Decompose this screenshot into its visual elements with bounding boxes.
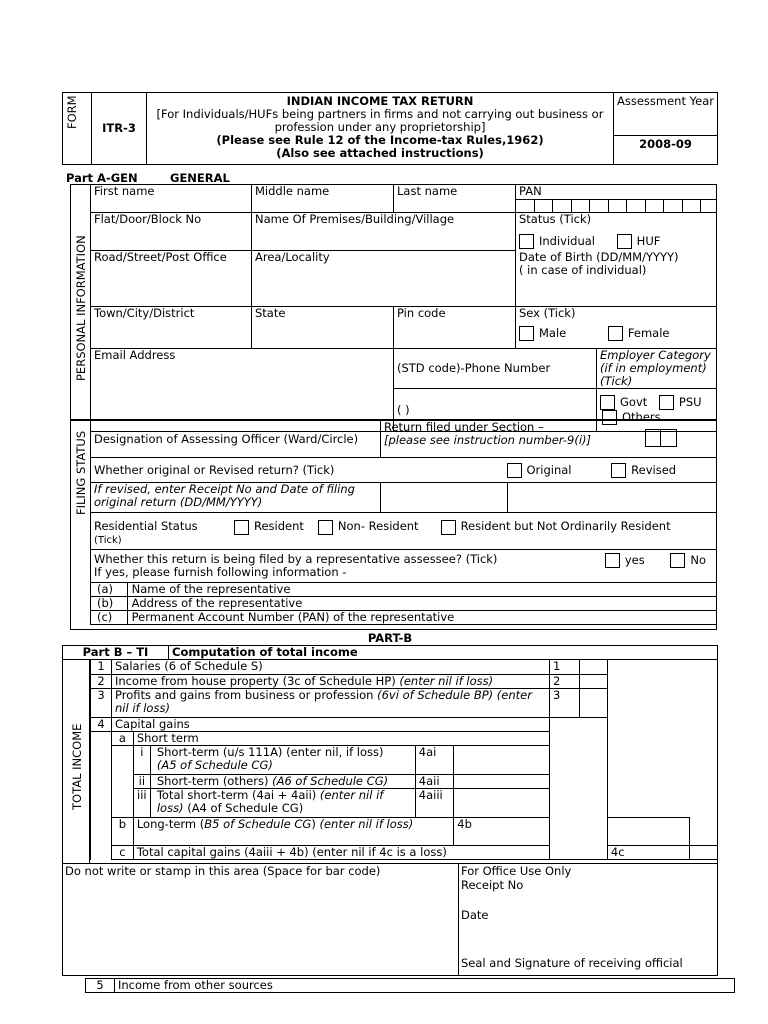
email-field[interactable]: Email Address: [91, 349, 394, 432]
return-section-note: [please see instruction number-9(i)]: [384, 433, 592, 447]
form-label: FORM: [65, 95, 79, 129]
business-profits-label: Profits and gains from business or profession (6vi of Schedule BP) (enter nil if loss): [112, 689, 550, 718]
short-term-indent: [112, 746, 134, 818]
status-cell: [516, 213, 717, 251]
representative-question: Whether this return is being filed by a representative assessee? (Tick): [94, 552, 498, 566]
short-term-others-label: ii Short-term (others) (A6 of Schedule CG): [133, 775, 415, 789]
house-property-label: Income from house property (3c of Schedule HP) (enter nil if loss): [112, 675, 550, 689]
govt-checkbox[interactable]: [600, 395, 615, 410]
filing-status-table: [90, 420, 717, 625]
female-checkbox[interactable]: [608, 326, 623, 341]
short-term-others-amount[interactable]: [454, 775, 550, 789]
rep-row-key: (a): [91, 583, 128, 596]
non-resident-checkbox[interactable]: [318, 520, 333, 535]
part-agen-label: Part A-GEN: [66, 171, 138, 185]
representative-question-cell: [91, 550, 717, 583]
rep-row-key: (b): [91, 597, 128, 610]
last-name-field[interactable]: Last name: [394, 185, 516, 213]
filing-status-label: FILING STATUS: [74, 430, 88, 515]
total-capital-gains-amount[interactable]: [690, 846, 718, 860]
form-note-rule: (Please see Rule 12 of the Income-tax Rules,1962): [216, 133, 544, 147]
flat-field[interactable]: Flat/Door/Block No: [91, 213, 252, 251]
resident-checkbox[interactable]: [234, 520, 249, 535]
return-section-cell: [381, 421, 635, 458]
row-ref: 4b: [454, 818, 550, 846]
row-num: 1: [91, 660, 112, 675]
road-field[interactable]: Road/Street/Post Office: [91, 251, 252, 307]
income-table: [90, 659, 718, 860]
part-b-ti-label: Part B – TI: [63, 646, 169, 660]
capital-gains-indent: [91, 732, 112, 860]
premises-field[interactable]: Name Of Premises/Building/Village: [252, 213, 516, 251]
form-label-cell: [63, 93, 92, 165]
pan-boxes: [516, 200, 716, 212]
other-sources-label[interactable]: Income from other sources: [115, 979, 735, 993]
sex-cell: [516, 307, 717, 349]
revised-date-field[interactable]: [508, 483, 717, 513]
office-use-block: [461, 864, 683, 970]
header-title-cell: [147, 93, 614, 165]
phone-field[interactable]: ( ): [394, 389, 597, 431]
short-term-111a-label: i Short-term (u/s 111A) (enter nil, if loss) (A5 of Schedule CG): [133, 746, 415, 775]
pan-label: PAN: [516, 185, 716, 200]
row-ref: 4c: [607, 846, 689, 860]
residential-tick-note: (Tick): [94, 534, 122, 546]
house-property-amount[interactable]: [580, 675, 608, 689]
original-label: Original: [526, 462, 572, 477]
total-short-term-label: iii Total short-term (4ai + 4aii) (enter nil if loss) (A4 of Schedule CG): [133, 789, 415, 818]
psu-checkbox[interactable]: [659, 395, 674, 410]
return-section-label: Return filed under Section –: [384, 420, 544, 434]
part-b-header-table: [62, 645, 718, 660]
receipt-no-label: Receipt No: [461, 878, 524, 892]
form-title: INDIAN INCOME TAX RETURN: [286, 94, 474, 108]
form-subtitle: [For Individuals/HUFs being partners in firms and not carrying out business or profession under any proprietorship]: [156, 107, 604, 134]
capital-gains-blank: [550, 718, 608, 860]
return-section-input[interactable]: [634, 421, 717, 458]
revised-label: Revised: [631, 462, 677, 477]
personal-info-label: PERSONAL INFORMATION: [74, 235, 88, 381]
rep-row-key: (c): [91, 611, 128, 624]
part-agen-section: GENERAL: [170, 171, 230, 185]
huf-label: HUF: [636, 234, 661, 248]
rnor-checkbox[interactable]: [441, 520, 456, 535]
residential-status-label: Residential Status: [94, 518, 198, 533]
business-profits-amount[interactable]: [580, 689, 608, 718]
row-ref: 4aiii: [415, 789, 453, 818]
row-ref: 3: [550, 689, 580, 718]
salaries-amount[interactable]: [580, 660, 608, 675]
individual-checkbox[interactable]: [519, 234, 534, 249]
designation-field[interactable]: [91, 421, 381, 458]
total-income-side: [62, 660, 90, 864]
assessment-year-value: 2008-09: [639, 137, 692, 151]
dob-label: Date of Birth (DD/MM/YYYY): [519, 249, 679, 264]
short-term-label: Short term: [133, 732, 549, 746]
row-num: 3: [91, 689, 112, 718]
header-table: [62, 92, 718, 165]
female-label: Female: [627, 326, 670, 340]
rep-yes-checkbox[interactable]: [605, 553, 620, 568]
form-note-instructions: (Also see attached instructions): [276, 146, 484, 160]
rep-yes-label: yes: [624, 553, 645, 567]
row-num: a: [112, 732, 134, 746]
pan-field[interactable]: [516, 185, 717, 213]
office-use-title: For Office Use Only: [461, 864, 572, 878]
form-code: ITR-3: [92, 93, 147, 165]
govt-label: Govt: [620, 395, 648, 409]
rep-no-label: No: [690, 553, 706, 567]
capital-gains-label: Capital gains: [112, 718, 550, 732]
others-label: Others: [622, 410, 661, 424]
dob-note: ( in case of individual): [519, 262, 647, 277]
office-use-area: [62, 863, 718, 976]
part-b-ti-title: Computation of total income: [169, 646, 719, 660]
male-checkbox[interactable]: [519, 326, 534, 341]
status-label: Status (Tick): [519, 212, 592, 226]
row-num: 5: [86, 979, 115, 993]
assessment-year-cell: [614, 93, 718, 165]
row-num: c: [112, 846, 134, 860]
rep-row-label: Name of the representative: [131, 582, 291, 596]
town-field[interactable]: Town/City/District: [91, 307, 252, 349]
long-term-amount[interactable]: [607, 818, 689, 846]
employer-category-label: Employer Category (if in employment) (Tick): [600, 348, 711, 388]
total-income-label: TOTAL INCOME: [70, 723, 84, 810]
huf-checkbox[interactable]: [617, 234, 632, 249]
dob-field[interactable]: [516, 251, 717, 307]
original-checkbox[interactable]: [507, 463, 522, 478]
revised-checkbox[interactable]: [611, 463, 626, 478]
phone-label: (STD code)-Phone Number: [394, 349, 597, 388]
revised-receipt-label: If revised, enter Receipt No and Date of filing original return (DD/MM/YYYY): [91, 483, 381, 513]
rep-row-a[interactable]: [91, 583, 717, 597]
revised-receipt-field[interactable]: [381, 483, 508, 513]
original-revised-question: Whether original or Revised return? (Tick): [91, 458, 508, 483]
office-seal-label: Seal and Signature of receiving official: [461, 956, 683, 970]
individual-label: Individual: [539, 234, 596, 248]
part-b-heading: PART-B: [367, 631, 413, 645]
office-date-label: Date: [461, 908, 489, 922]
barcode-area: Do not write or stamp in this area (Space for bar code): [63, 864, 459, 975]
row-num: 2: [91, 675, 112, 689]
rep-no-checkbox[interactable]: [670, 553, 685, 568]
row-ref: 2: [550, 675, 580, 689]
male-label: Male: [539, 326, 567, 340]
rep-row-c[interactable]: [91, 611, 717, 625]
rep-row-b[interactable]: [91, 597, 717, 611]
middle-name-field[interactable]: Middle name: [252, 185, 394, 213]
total-short-term-amount[interactable]: [454, 789, 550, 818]
personal-info-table: [90, 184, 717, 432]
psu-label: PSU: [678, 395, 702, 409]
row-num: b: [112, 818, 134, 846]
total-capital-gains-label: Total capital gains (4aiii + 4b) (enter nil if 4c is a loss): [133, 846, 549, 860]
salaries-label: Salaries (6 of Schedule S): [112, 660, 550, 675]
residential-status-cell: [91, 513, 717, 550]
resident-label: Resident: [254, 518, 304, 533]
first-name-field[interactable]: First name: [91, 185, 252, 213]
short-term-111a-amount[interactable]: [454, 746, 550, 775]
original-revised-options: [508, 458, 717, 483]
row-ref: 1: [550, 660, 580, 675]
row-num: 4: [91, 718, 112, 732]
pin-field[interactable]: Pin code: [394, 307, 516, 349]
area-field[interactable]: Area/Locality: [252, 251, 516, 307]
assessment-year-label: Assessment Year: [614, 93, 717, 136]
non-resident-label: Non- Resident: [337, 518, 419, 533]
state-field[interactable]: State: [252, 307, 394, 349]
rep-row-label: Address of the representative: [131, 596, 303, 610]
other-sources-table: [85, 978, 735, 993]
sex-label: Sex (Tick): [519, 306, 576, 320]
row-ref: 4aii: [415, 775, 453, 789]
phone-employer-row: [394, 349, 717, 389]
designation-label: Designation of Assessing Officer (Ward/Circle): [94, 431, 359, 446]
representative-instruction: If yes, please furnish following information -: [94, 565, 347, 579]
long-term-label: Long-term (B5 of Schedule CG) (enter nil if loss): [133, 818, 453, 846]
rnor-label: Resident but Not Ordinarily Resident: [460, 518, 671, 533]
row-ref: 4ai: [415, 746, 453, 775]
rep-row-label: Permanent Account Number (PAN) of the representative: [131, 610, 455, 624]
